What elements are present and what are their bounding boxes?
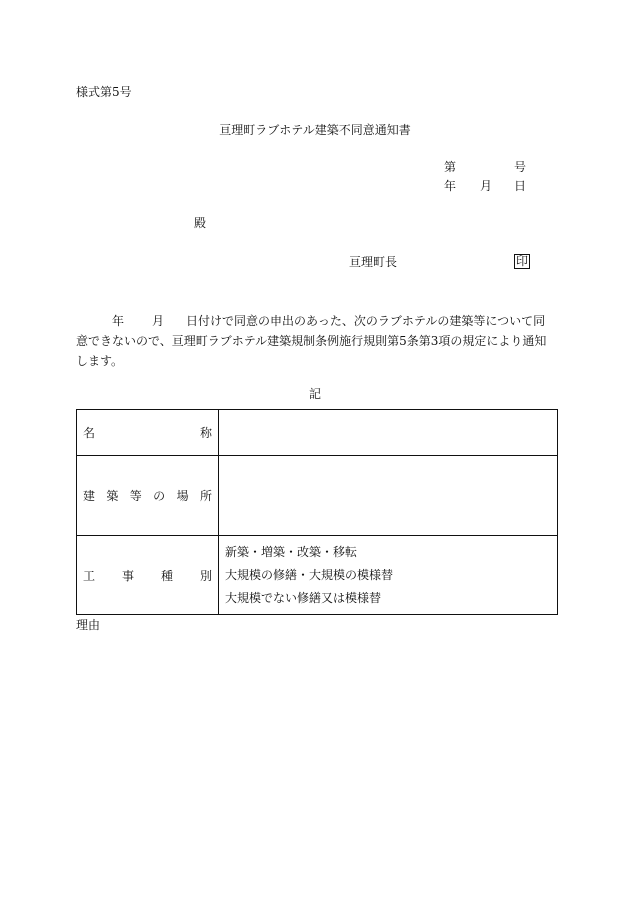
- reason-label: 理由: [76, 618, 101, 632]
- label-char: 種: [160, 568, 173, 583]
- label-char: 場: [176, 489, 189, 503]
- label-location: [77, 456, 219, 536]
- label-char: 工: [83, 568, 96, 583]
- body-month-label: 月: [152, 314, 165, 328]
- table-row-location: [77, 456, 558, 536]
- work-type-option[interactable]: 大規模でない修繕又は模様替: [225, 590, 382, 605]
- work-type-option[interactable]: 大規模の修繕・大規模の模様替: [225, 567, 394, 582]
- form-number: 様式第5号: [76, 85, 132, 99]
- label-work-type: [77, 536, 219, 615]
- date-year-label: 年: [444, 179, 457, 193]
- label-char: 所: [199, 489, 212, 503]
- label-char: 称: [199, 426, 212, 440]
- document-title: 亘理町ラブホテル建築不同意通知書: [219, 123, 411, 137]
- table-row-name: [77, 410, 558, 456]
- label-char: 築: [106, 489, 119, 503]
- label-char: 名: [83, 426, 96, 440]
- label-char: 別: [199, 568, 212, 583]
- issuer-name: 亘理町長: [349, 255, 398, 269]
- body-paragraph: 日付けで同意の申出のあった、次のラブホテルの建築等について同意できないので、亘理町ラブホテル建築規制条例施行規則第5条第3項の規定により通知します。: [76, 314, 547, 368]
- date-day-label: 日: [514, 179, 527, 193]
- date-month-label: 月: [480, 179, 493, 193]
- doc-number-go: 号: [514, 160, 527, 174]
- label-name: [77, 410, 219, 456]
- label-char: 建: [83, 489, 96, 503]
- label-char: 等: [129, 489, 142, 503]
- ki-heading: 記: [308, 387, 321, 401]
- value-location[interactable]: [219, 456, 558, 536]
- work-type-option[interactable]: 新築・増築・改築・移転: [225, 544, 358, 559]
- notice-body: [76, 311, 554, 371]
- details-table: [76, 409, 558, 615]
- doc-number-dai: 第: [444, 160, 457, 174]
- work-type-options: [219, 536, 558, 615]
- addressee-suffix: 殿: [194, 216, 207, 230]
- value-name[interactable]: [219, 410, 558, 456]
- body-year-label: 年: [112, 314, 125, 328]
- label-char: 事: [121, 568, 134, 583]
- table-row-work-type: [77, 536, 558, 615]
- seal-mark: 印: [516, 254, 529, 268]
- label-char: の: [153, 489, 166, 503]
